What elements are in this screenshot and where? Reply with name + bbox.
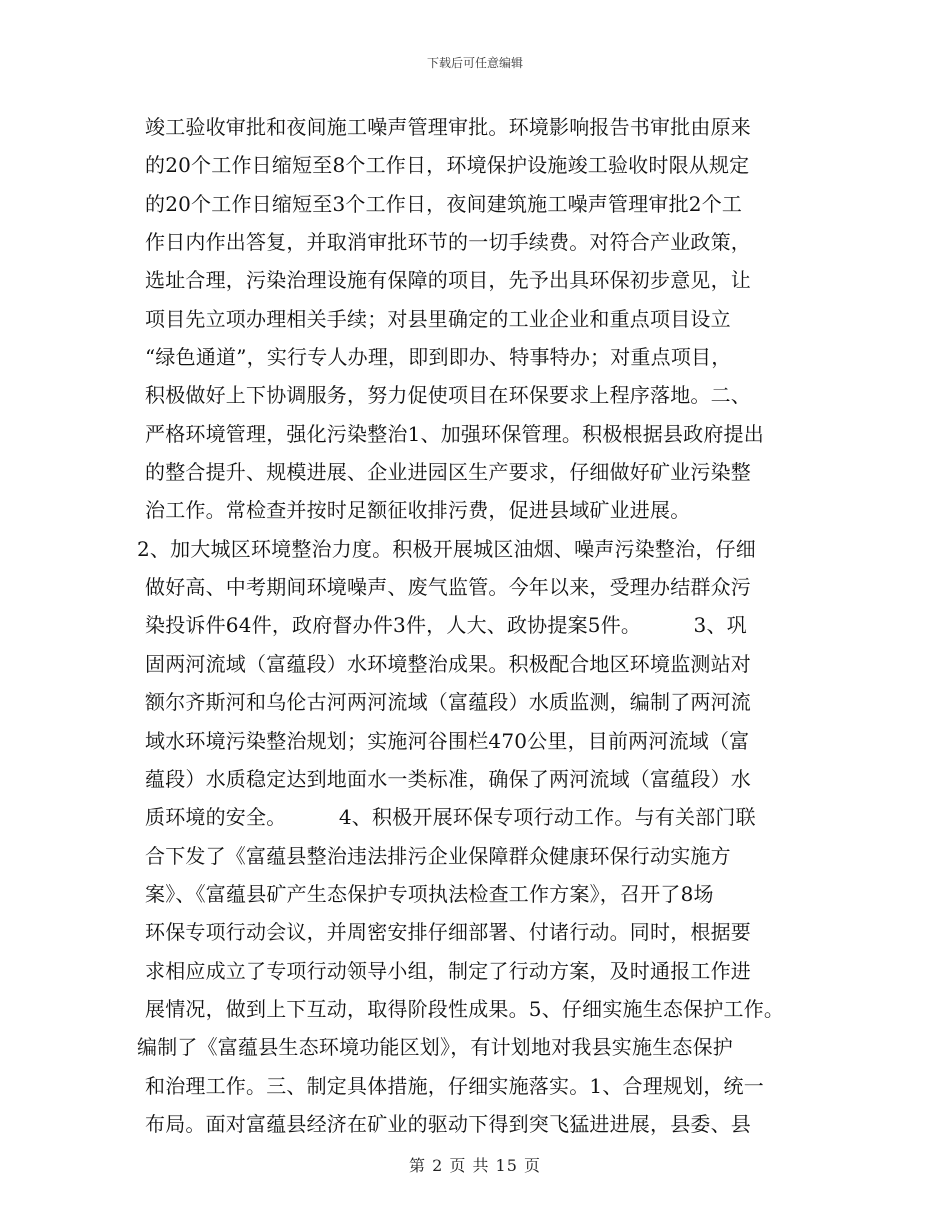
body-line: 积极做好上下协调服务，努力促使项目在环保要求上程序落地。二、 bbox=[145, 383, 751, 408]
body-line: 求相应成立了专项行动领导小组，制定了行动方案，及时通报工作进 bbox=[145, 958, 751, 983]
body-line: 编制了《富蕴县生态环境功能区划》，有计划地对我县实施生态保护 bbox=[137, 1035, 733, 1060]
body-line: 项目先立项办理相关手续；对县里确定的工业企业和重点项目设立 bbox=[145, 306, 731, 331]
body-line: 环保专项行动会议，并周密安排仔细部署、付诸行动。同时，根据要 bbox=[145, 920, 751, 945]
body-line: “绿色通道”，实行专人办理，即到即办、特事特办；对重点项目， bbox=[145, 345, 732, 370]
body-line: 竣工验收审批和夜间施工噪声管理审批。环境影响报告书审批由原来 bbox=[145, 115, 751, 139]
body-line: 选址合理，污染治理设施有保障的项目，先予出具环保初步意见，让 bbox=[145, 268, 751, 293]
body-line: 染投诉件64件，政府督办件3件，人大、政协提案5件。 3、巩 bbox=[145, 613, 747, 638]
body-line: 治工作。常检查并按时足额征收排污费，促进县域矿业进展。 bbox=[145, 498, 691, 523]
body-line: 的整合提升、规模进展、企业进园区生产要求，仔细做好矿业污染整 bbox=[145, 460, 751, 485]
body-line: 的20个工作日缩短至8个工作日，环境保护设施竣工验收时限从规定 bbox=[145, 153, 750, 178]
body-line: 质环境的安全。 4、积极开展环保专项行动工作。与有关部门联 bbox=[145, 805, 756, 830]
document-body bbox=[137, 108, 845, 1143]
body-line: 做好高、中考期间环境噪声、废气监管。今年以来，受理办结群众污 bbox=[145, 575, 751, 600]
body-line: 合下发了《富蕴县整治违法排污企业保障群众健康环保行动实施方 bbox=[145, 843, 731, 868]
body-line: 2、加大城区环境整治力度。积极开展城区油烟、噪声污染整治，仔细 bbox=[137, 536, 756, 561]
body-line: 案》、《富蕴县矿产生态保护专项执法检查工作方案》，召开了8场 bbox=[145, 881, 714, 906]
body-line: 固两河流域（富蕴段）水环境整治成果。积极配合地区环境监测站对 bbox=[145, 651, 751, 676]
body-line: 展情况，做到上下互动，取得阶段性成果。5、仔细实施生态保护工作。 bbox=[145, 996, 785, 1021]
body-line: 和治理工作。三、制定具体措施，仔细实施落实。1、合理规划，统一 bbox=[145, 1073, 764, 1098]
body-line: 额尔齐斯河和乌伦古河两河流域（富蕴段）水质监测，编制了两河流 bbox=[145, 690, 751, 715]
page-footer: 第 2 页 共 15 页 bbox=[409, 1156, 541, 1175]
page-header: 下载后可任意编辑 bbox=[426, 56, 523, 70]
body-line: 蕴段）水质稳定达到地面水一类标准，确保了两河流域（富蕴段）水 bbox=[145, 766, 751, 791]
body-line: 严格环境管理，强化污染整治1、加强环保管理。积极根据县政府提出 bbox=[145, 421, 764, 446]
body-line: 布局。面对富蕴县经济在矿业的驱动下得到突飞猛进进展，县委、县 bbox=[145, 1111, 751, 1136]
body-line: 的20个工作日缩短至3个工作日，夜间建筑施工噪声管理审批2个工 bbox=[145, 191, 743, 216]
body-line: 作日内作出答复，并取消审批环节的一切手续费。对符合产业政策， bbox=[145, 230, 751, 255]
body-line: 域水环境污染整治规划；实施河谷围栏470公里，目前两河流域（富 bbox=[145, 728, 750, 753]
